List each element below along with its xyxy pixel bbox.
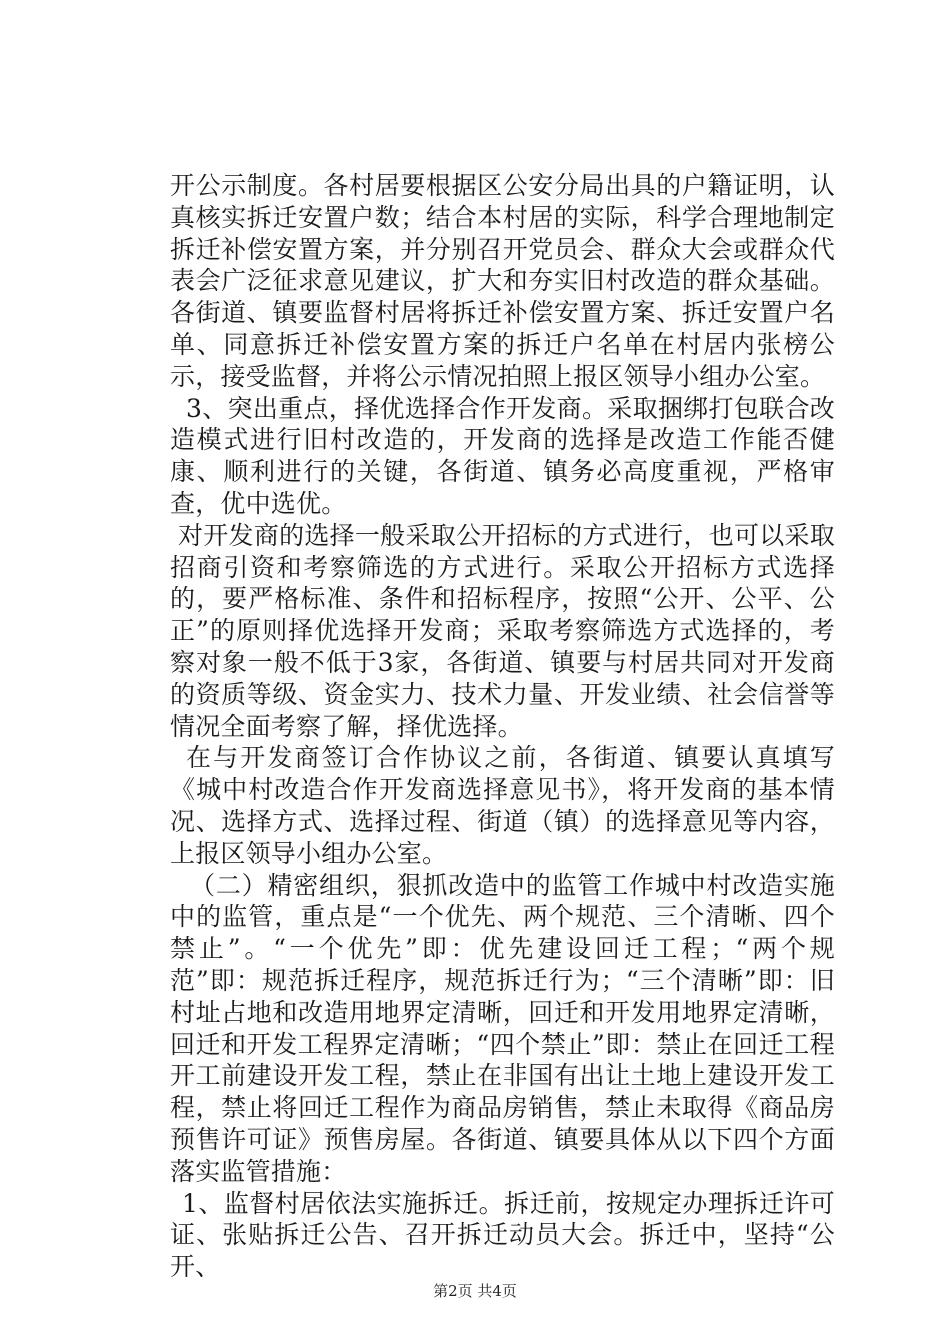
paragraph-2: 3、突出重点，择优选择合作开发商。采取捆绑打包联合改造模式进行旧村改造的，开发商的选择是改造工作能否健康、顺利进行的关键，各街道、镇务必高度重视，严格审查，优中选优。 (170, 393, 835, 518)
document-body (170, 170, 835, 1283)
paragraph-5: （二）精密组织，狠抓改造中的监管工作城中村改造实施中的监管，重点是“一个优先、两个规范、三个清晰、四个禁止”。“一个优先”即：优先建设回迁工程；“两个规范”即：规范拆迁程序，规范拆迁行为；“三个清晰”即：旧村址占地和改造用地界定清晰，回迁和开发用地界定清晰，回迁和开发工程界定清晰；“四个禁止”即：禁止在回迁工程开工前建设开发工程，禁止在非国有出让土地上建设开发工程，禁止将回迁工程作为商品房销售，禁止未取得《商品房预售许可证》预售房屋。各街道、镇要具体从以下四个方面落实监管措施： (170, 870, 835, 1186)
paragraph-3: 对开发商的选择一般采取公开招标的方式进行，也可以采取招商引资和考察筛选的方式进行。采取公开招标方式选择的，要严格标准、条件和招标程序，按照“公开、公平、公正”的原则择优选择开发商；采取考察筛选方式选择的，考察对象一般不低于3家，各街道、镇要与村居共同对开发商的资质等级、资金实力、技术力量、开发业绩、社会信誉等情况全面考察了解，择优选择。 (170, 520, 835, 741)
paragraph-4: 在与开发商签订合作协议之前，各街道、镇要认真填写《城中村改造合作开发商选择意见书》，将开发商的基本情况、选择方式、选择过程、街道（镇）的选择意见等内容，上报区领导小组办公室。 (170, 743, 835, 868)
paragraph-1: 开公示制度。各村居要根据区公安分局出具的户籍证明，认真核实拆迁安置户数；结合本村居的实际，科学合理地制定拆迁补偿安置方案，并分别召开党员会、群众大会或群众代表会广泛征求意见建议，扩大和夯实旧村改造的群众基础。各街道、镇要监督村居将拆迁补偿安置方案、拆迁安置户名单、同意拆迁补偿安置方案的拆迁户名单在村居内张榜公示，接受监督，并将公示情况拍照上报区领导小组办公室。 (170, 171, 835, 391)
page-footer: 第2页 共4页 (433, 1282, 517, 1300)
paragraph-6: 1、监督村居依法实施拆迁。拆迁前，按规定办理拆迁许可证、张贴拆迁公告、召开拆迁动员大会。拆迁中，坚持“公开、 (170, 1188, 835, 1282)
